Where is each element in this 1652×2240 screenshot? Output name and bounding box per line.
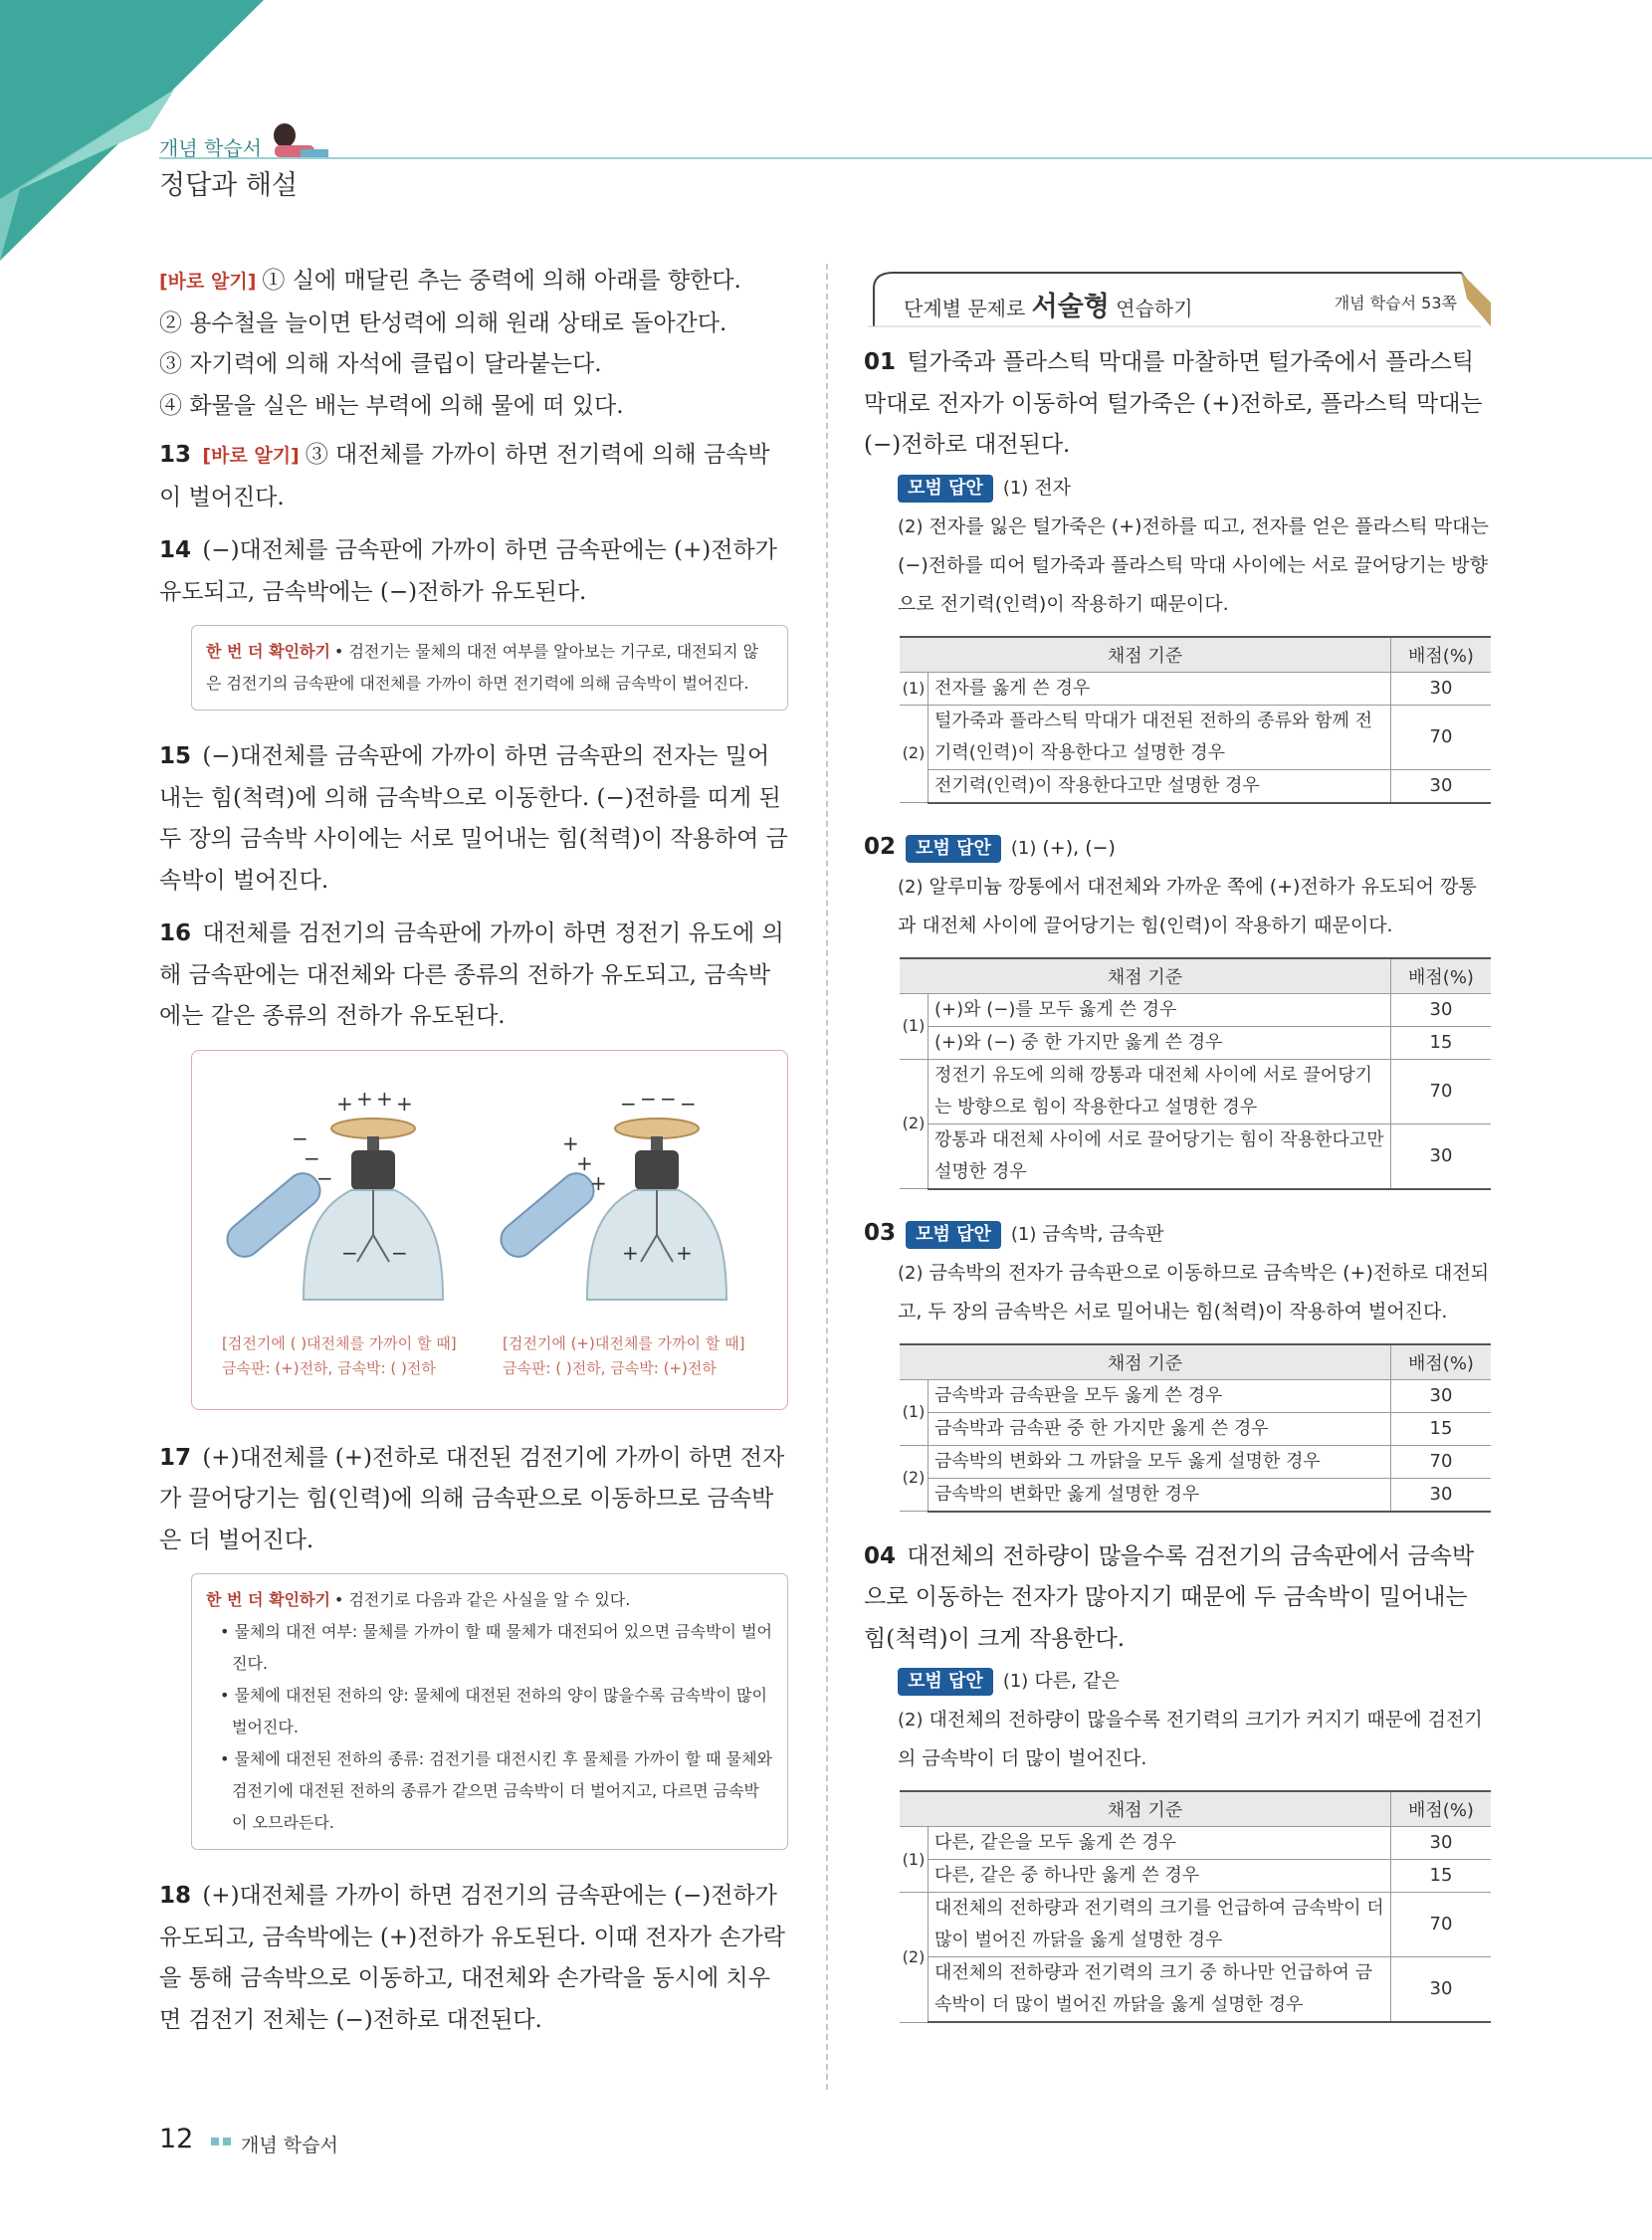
answer-text: 전자: [1034, 476, 1072, 499]
intro-line-2: ② 용수철을 늘이면 탄성력에 의해 원래 상태로 돌아간다.: [159, 309, 727, 336]
electroscope-left: [221, 1119, 443, 1300]
item-number: (2): [900, 1445, 929, 1512]
check-note-2: 한 번 더 확인하기 • 검전기로 다음과 같은 사실을 알 수 있다. • 물체의 대전 여부: 물체를 가까이 할 때 물체가 대전되어 있으면 금속박이 벌어진다. • 물체에 대전된 전하의 양: 물체에 대전된 전하의 양이 많을수록 금속박이 많이 벌어진다. • 물체에 대전된 전하의 종류: 검전기를 대전시킨 후 물체를 가까이 할 때 물체와 검전기에 대전된 전하의 종류가 같으면 금속박이 더 벌어지고, 다르면 금속박이 오므라든다.: [191, 1573, 788, 1850]
question-18: [159, 1876, 788, 2041]
item-number: (1): [900, 672, 929, 705]
question-13: [159, 435, 788, 518]
charge-sign: −: [620, 1091, 637, 1116]
table-row: [900, 1445, 1491, 1478]
score-cell: 70: [1391, 705, 1492, 769]
question-number: 18: [159, 1883, 192, 1909]
criteria-cell: 대전체의 전하량과 전기력의 크기를 언급하여 금속박이 더 많이 벌어진 까닭을 옳게 설명한 경우: [929, 1893, 1391, 1957]
table-row: [900, 1957, 1491, 2023]
q18-text: (+)대전체를 가까이 하면 검전기의 금속판에는 (−)전하가 유도되고, 금속박에는 (+)전하가 유도된다. 이때 전자가 손가락을 통해 금속박으로 이동하고, 대전체와 손가락을 동시에 치우면 검전기 전체는 (−)전하로 대전된다.: [159, 1883, 785, 2033]
score-header: 배점(%): [1391, 1791, 1492, 1827]
note-item: • 물체의 대전 여부: 물체를 가까이 할 때 물체가 대전되어 있으면 금속박이 벌어진다.: [220, 1622, 772, 1673]
table-header-row: [900, 1344, 1491, 1380]
answer-text: 금속박, 금속판: [1042, 1222, 1164, 1245]
charge-sign: −: [304, 1145, 320, 1170]
charge-sign: +: [622, 1240, 639, 1265]
answer-number: (2): [898, 515, 924, 537]
question-16: [159, 914, 788, 1038]
table-header-row: [900, 958, 1491, 994]
table-row: [900, 705, 1491, 769]
caption-line: 금속판: (+)전하, 금속박: ( )전하: [222, 1358, 436, 1377]
q15-text: (−)대전체를 금속판에 가까이 하면 금속판의 전자는 밀어내는 힘(척력)에 의해 금속박으로 이동한다. (−)전하를 띠게 된 두 장의 금속박 사이에는 서로 밀어내는 힘(척력)이 작용하여 금속박이 벌어진다.: [159, 743, 788, 894]
practice-banner: [864, 269, 1493, 330]
figure-caption-left: [222, 1331, 457, 1381]
q14-text: (−)대전체를 금속판에 가까이 하면 금속판에는 (+)전하가 유도되고, 금속박에는 (−)전하가 유도된다.: [159, 537, 777, 605]
question-number: 13: [159, 442, 192, 468]
criteria-cell: (+)와 (−) 중 한 가지만 옳게 쓴 경우: [929, 1026, 1391, 1059]
caption-line: [검전기에 (+)대전체를 가까이 할 때]: [503, 1333, 745, 1352]
score-cell: 70: [1391, 1893, 1492, 1957]
q03-model-answer: [864, 1254, 1493, 1331]
intro-answer: [159, 261, 788, 427]
question-number: 02: [864, 833, 897, 860]
note-item: • 물체에 대전된 전하의 종류: 검전기를 대전시킨 후 물체를 가까이 할 때 물체와 검전기에 대전된 전하의 종류가 같으면 금속박이 더 벌어지고, 다르면 금속박이 오므라든다.: [220, 1749, 772, 1832]
q03-scoring-table: [900, 1343, 1491, 1513]
table-row: [900, 1860, 1491, 1893]
answer-number: (1): [1010, 837, 1037, 859]
charge-sign: +: [590, 1170, 607, 1195]
charge-sign: −: [341, 1240, 358, 1265]
q01-text: 털가죽과 플라스틱 막대를 마찰하면 털가죽에서 플라스틱 막대로 전자가 이동하여 털가죽은 (+)전하로, 플라스틱 막대는 (−)전하로 대전된다.: [864, 349, 1483, 458]
table-row: [900, 769, 1491, 803]
criteria-cell: 전기력(인력)이 작용한다고만 설명한 경우: [929, 769, 1391, 803]
note-lead: 검전기로 다음과 같은 사실을 알 수 있다.: [348, 1590, 631, 1609]
electroscope-right: [495, 1119, 726, 1300]
answer-text: 금속박의 전자가 금속판으로 이동하므로 금속박은 (+)전하로 대전되고, 두 장의 금속박은 서로 밀어내는 힘(척력)이 작용하여 벌어진다.: [898, 1261, 1490, 1323]
note-text: 검전기는 물체의 대전 여부를 알아보는 기구로, 대전되지 않은 검전기의 금속판에 대전체를 가까이 하면 전기력에 의해 금속박이 벌어진다.: [206, 642, 759, 693]
score-cell: 30: [1391, 993, 1492, 1026]
note-list: [206, 1616, 773, 1839]
q01-scoring-table: [900, 636, 1491, 804]
figure-caption-right: [503, 1331, 744, 1381]
score-cell: 30: [1391, 1478, 1492, 1512]
model-answer-badge: 모범 답안: [898, 475, 993, 503]
charge-sign: +: [576, 1150, 593, 1175]
answer-number: (1): [1010, 1223, 1037, 1245]
score-cell: 30: [1391, 672, 1492, 705]
score-cell: 70: [1391, 1059, 1492, 1123]
criteria-cell: 정전기 유도에 의해 깡통과 대전체 사이에 서로 끌어당기는 방향으로 힘이 작용한다고 설명한 경우: [929, 1059, 1391, 1123]
charge-sign: −: [292, 1125, 309, 1150]
criteria-cell: 다른, 같은을 모두 옳게 쓴 경우: [929, 1827, 1391, 1860]
charge-sign: −: [660, 1086, 677, 1111]
model-answer-badge: 모범 답안: [898, 1668, 993, 1696]
score-cell: 70: [1391, 1445, 1492, 1478]
page-number: 12: [159, 2124, 194, 2154]
criteria-cell: 금속박과 금속판 중 한 가지만 옳게 쓴 경우: [929, 1412, 1391, 1445]
table-row: [900, 1026, 1491, 1059]
charge-sign: −: [391, 1240, 408, 1265]
criteria-cell: 금속박의 변화만 옳게 설명한 경우: [929, 1478, 1391, 1512]
table-row: [900, 1059, 1491, 1123]
question-17: [159, 1438, 788, 1562]
note-item: • 물체에 대전된 전하의 양: 물체에 대전된 전하의 양이 많을수록 금속박이 많이 벌어진다.: [220, 1686, 767, 1736]
question-number: 16: [159, 920, 192, 946]
criteria-cell: 전자를 옳게 쓴 경우: [929, 672, 1391, 705]
section-title: 정답과 해설: [159, 170, 298, 201]
q04-scoring-table: [900, 1790, 1491, 2023]
intro-tag: [바로 알기]: [159, 271, 257, 293]
charge-sign: +: [676, 1240, 693, 1265]
criteria-cell: 금속박과 금속판을 모두 옳게 쓴 경우: [929, 1379, 1391, 1412]
item-number: (1): [900, 1379, 929, 1445]
question-number: 03: [864, 1219, 897, 1246]
table-row: [900, 1893, 1491, 1957]
table-header-row: [900, 637, 1491, 673]
score-cell: 30: [1391, 1827, 1492, 1860]
right-column: [864, 269, 1493, 2047]
caption-line: [검전기에 ( )대전체를 가까이 할 때]: [222, 1333, 457, 1352]
model-answer-badge: 모범 답안: [906, 835, 1001, 863]
criteria-cell: 대전체의 전하량과 전기력의 크기 중 하나만 언급하여 금속박이 더 많이 벌어진 까닭을 옳게 설명한 경우: [929, 1957, 1391, 2023]
score-cell: 30: [1391, 1123, 1492, 1189]
criteria-cell: 깡통과 대전체 사이에 서로 끌어당기는 힘이 작용한다고만 설명한 경우: [929, 1123, 1391, 1189]
left-column: [159, 261, 788, 2053]
table-row: [900, 1478, 1491, 1512]
score-cell: 15: [1391, 1026, 1492, 1059]
footer-label: 개념 학습서: [241, 2135, 338, 2156]
table-row: [900, 672, 1491, 705]
question-number: 14: [159, 537, 192, 563]
charge-sign: −: [680, 1091, 697, 1116]
q02-scoring-table: [900, 957, 1491, 1190]
banner-suffix: 연습하기: [1109, 297, 1193, 320]
table-row: [900, 1827, 1491, 1860]
charge-sign: +: [376, 1086, 393, 1111]
score-cell: 15: [1391, 1860, 1492, 1893]
item-number: (1): [900, 993, 929, 1059]
banner-bold: 서술형: [1031, 292, 1110, 322]
q04-model-answer: [864, 1662, 1493, 1778]
model-answer-badge: 모범 답안: [906, 1221, 1001, 1249]
charge-sign: +: [356, 1086, 373, 1111]
intro-line-4: ④ 화물을 실은 배는 부력에 의해 물에 떠 있다.: [159, 392, 624, 419]
table-row: [900, 1123, 1491, 1189]
note-title: 한 번 더 확인하기: [206, 642, 330, 661]
q16-text: 대전체를 검전기의 금속판에 가까이 하면 정전기 유도에 의해 금속판에는 대전체와 다른 종류의 전하가 유도되고, 금속박에는 같은 종류의 전하가 유도된다.: [159, 920, 784, 1029]
score-header: 배점(%): [1391, 1344, 1492, 1380]
score-header: 배점(%): [1391, 637, 1492, 673]
question-03: [864, 1214, 1493, 1254]
question-14: [159, 530, 788, 613]
criteria-cell: (+)와 (−)를 모두 옳게 쓴 경우: [929, 993, 1391, 1026]
criteria-header: 채점 기준: [900, 637, 1391, 673]
q13-tag: [바로 알기]: [202, 445, 300, 467]
score-cell: 30: [1391, 769, 1492, 803]
answer-number: (2): [898, 876, 924, 898]
intro-line-3: ③ 자기력에 의해 자석에 클립이 달라붙는다.: [159, 351, 602, 377]
table-row: [900, 993, 1491, 1026]
answer-number: (2): [898, 1710, 924, 1731]
answer-number: (1): [1002, 1671, 1029, 1692]
question-04: [864, 1536, 1493, 1661]
criteria-header: 채점 기준: [900, 958, 1391, 994]
question-02: [864, 828, 1493, 868]
electroscope-figure: [191, 1050, 788, 1410]
answer-text: 다른, 같은: [1034, 1670, 1120, 1692]
q17-text: (+)대전체를 (+)전하로 대전된 검전기에 가까이 하면 전자가 끌어당기는 힘(인력)에 의해 금속판으로 이동하므로 금속박은 더 벌어진다.: [159, 1444, 785, 1553]
criteria-cell: 다른, 같은 중 하나만 옳게 쓴 경우: [929, 1860, 1391, 1893]
question-number: 17: [159, 1444, 192, 1471]
item-number: (1): [900, 1827, 929, 1893]
score-cell: 15: [1391, 1412, 1492, 1445]
item-number: (2): [900, 1059, 929, 1189]
banner-title: [904, 285, 1193, 323]
question-15: [159, 736, 788, 902]
score-header: 배점(%): [1391, 958, 1492, 994]
banner-prefix: 단계별 문제로: [904, 297, 1032, 320]
q01-model-answer: [864, 469, 1493, 624]
item-number: (2): [900, 1893, 929, 2023]
answer-text: 대전체의 전하량이 많을수록 전기력의 크기가 커지기 때문에 검전기의 금속박이 더 많이 벌어진다.: [898, 1709, 1483, 1769]
answer-text: (+), (−): [1042, 836, 1116, 859]
criteria-cell: 금속박의 변화와 그 까닭을 모두 옳게 설명한 경우: [929, 1445, 1391, 1478]
answer-text: 알루미늄 깡통에서 대전체와 가까운 쪽에 (+)전하가 유도되어 깡통과 대전체 사이에 끌어당기는 힘(인력)이 작용하기 때문이다.: [898, 875, 1477, 936]
header-rule: [159, 157, 1652, 159]
charge-sign: +: [562, 1130, 579, 1155]
caption-line: 금속판: ( )전하, 금속박: (+)전하: [503, 1358, 717, 1377]
q13-text: ③ 대전체를 가까이 하면 전기력에 의해 금속박이 벌어진다.: [159, 442, 770, 510]
table-row: [900, 1379, 1491, 1412]
charge-sign: +: [336, 1091, 353, 1116]
criteria-cell: 털가죽과 플라스틱 막대가 대전된 전하의 종류와 함께 전기력(인력)이 작용한다고 설명한 경우: [929, 705, 1391, 769]
table-header-row: [900, 1791, 1491, 1827]
charge-sign: +: [396, 1091, 413, 1116]
table-row: [900, 1412, 1491, 1445]
banner-reference: 개념 학습서 53쪽: [1334, 294, 1457, 312]
series-title: 개념 학습서: [159, 136, 262, 160]
intro-line-1: ① 실에 매달린 추는 중력에 의해 아래를 향한다.: [262, 268, 741, 294]
question-number: 15: [159, 743, 192, 769]
criteria-header: 채점 기준: [900, 1791, 1391, 1827]
answer-text: 전자를 잃은 털가죽은 (+)전하를 띠고, 전자를 얻은 플라스틱 막대는 (−)전하를 띠어 털가죽과 플라스틱 막대 사이에는 서로 끌어당기는 방향으로 전기력(인력)이 작용하기 때문이다.: [898, 514, 1489, 615]
note-title: 한 번 더 확인하기: [206, 1590, 330, 1609]
question-number: 04: [864, 1542, 897, 1569]
column-divider: [826, 264, 828, 2090]
score-cell: 30: [1391, 1957, 1492, 2023]
answer-number: (2): [898, 1262, 924, 1284]
criteria-header: 채점 기준: [900, 1344, 1391, 1380]
item-number: (2): [900, 705, 929, 803]
charge-sign: −: [640, 1086, 657, 1111]
student-illustration: [261, 119, 330, 161]
question-01: [864, 342, 1493, 467]
check-note-1: 한 번 더 확인하기 • 검전기는 물체의 대전 여부를 알아보는 기구로, 대전되지 않은 검전기의 금속판에 대전체를 가까이 하면 전기력에 의해 금속박이 벌어진다.: [191, 625, 788, 711]
footer-marker-icon: [211, 2137, 235, 2146]
answer-number: (1): [1002, 477, 1029, 499]
question-number: 01: [864, 349, 897, 375]
score-cell: 30: [1391, 1379, 1492, 1412]
q04-text: 대전체의 전하량이 많을수록 검전기의 금속판에서 금속박으로 이동하는 전자가 많아지기 때문에 두 금속박이 밀어내는 힘(척력)이 크게 작용한다.: [864, 1542, 1475, 1652]
q02-model-answer: [864, 868, 1493, 945]
charge-sign: −: [316, 1165, 333, 1190]
